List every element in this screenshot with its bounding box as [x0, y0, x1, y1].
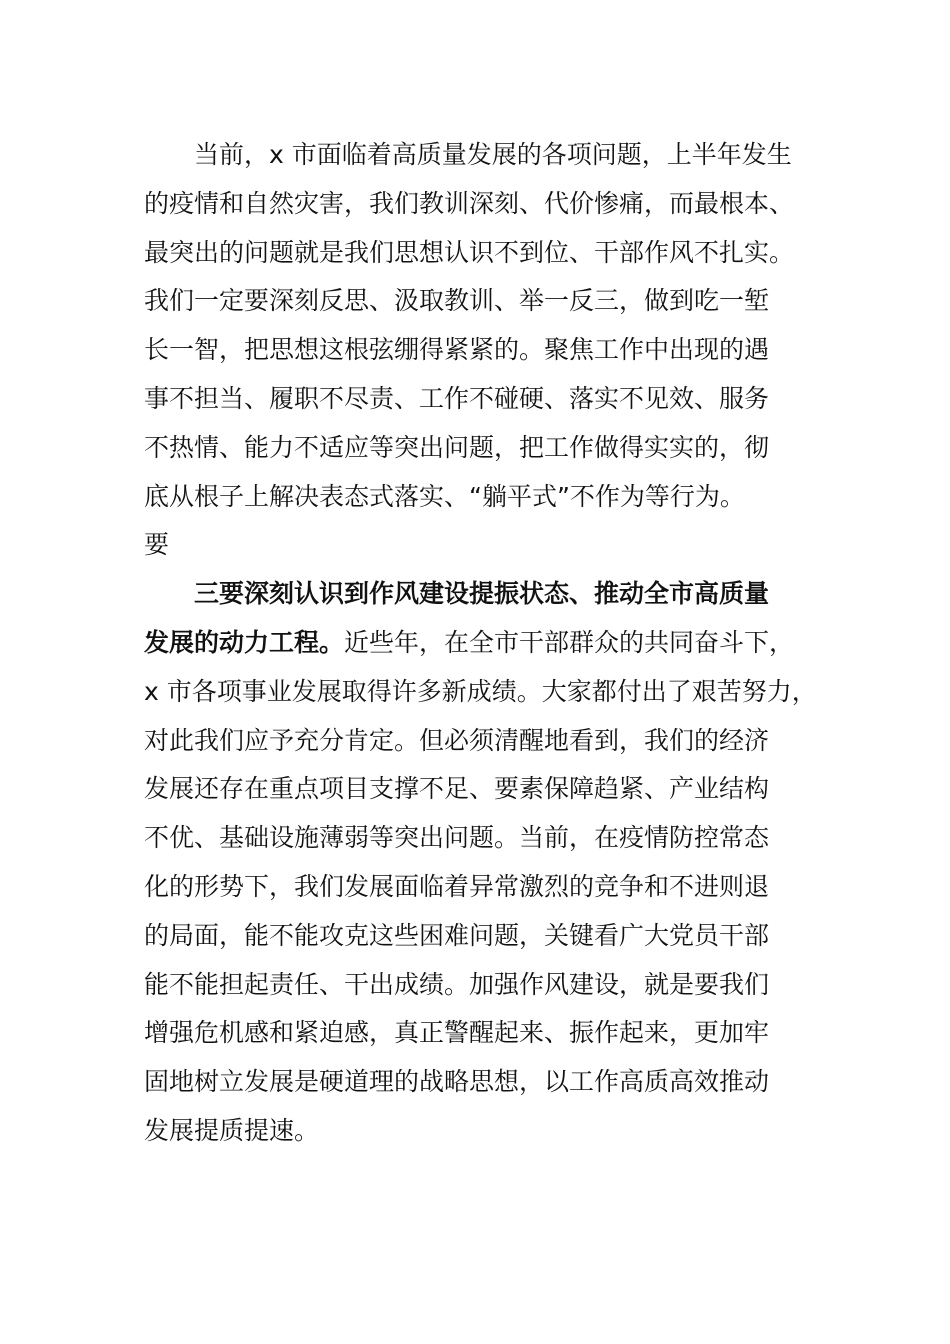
document-body [144, 131, 824, 1156]
paragraph-line: 底从根子上解决表态式落实、“躺平式”不作为等行为。 [144, 481, 745, 511]
paragraph-line: 的局面，能不能攻克这些困难问题，关键看广大党员干部 [144, 920, 770, 950]
paragraph-line: 事不担当、履职不尽责、工作不碰硬、落实不见效、服务 [144, 383, 770, 413]
paragraph-line: 能不能担起责任、干出成绩。加强作风建设，就是要我们 [144, 969, 770, 999]
paragraph-line: 不优、基础设施薄弱等突出问题。当前，在疫情防控常态 [144, 823, 770, 853]
paragraph-line: 长一智，把思想这根弦绷得紧紧的。聚焦工作中出现的遇 [144, 335, 770, 365]
paragraph-2 [144, 570, 824, 1156]
paragraph-line: 对此我们应予充分肯定。但必须清醒地看到，我们的经济 [144, 725, 770, 755]
paragraph-line: 不热情、能力不适应等突出问题，把工作做得实实的，彻 [144, 432, 770, 462]
paragraph-line: 的疫情和自然灾害，我们教训深刻、代价惨痛，而最根本、 [144, 188, 795, 218]
paragraph-line: 我们一定要深刻反思、汲取教训、举一反三，做到吃一堑 [144, 286, 770, 316]
paragraph-line: 最突出的问题就是我们思想认识不到位、干部作风不扎实。 [144, 237, 795, 267]
paragraph-line: 化的形势下，我们发展面临着异常激烈的竞争和不进则退 [144, 871, 770, 901]
paragraph-line: 增强危机感和紧迫感，真正警醒起来、振作起来，更加牢 [144, 1018, 770, 1048]
paragraph-text: 近些年，在全市干部群众的共同奋斗下， [344, 627, 795, 657]
paragraph-line: 当前，x 市面临着高质量发展的各项问题，上半年发生 [194, 140, 792, 169]
paragraph-line: 发展提质提速。 [144, 1115, 320, 1145]
paragraph-line: x 市各项事业发展取得许多新成绩。大家都付出了艰苦努力， [144, 676, 817, 706]
paragraph-line [144, 619, 824, 668]
paragraph-line: 要 [144, 530, 170, 560]
paragraph-heading: 三要深刻认识到作风建设提振状态、推动全市高质量 [194, 579, 770, 609]
paragraph-heading-end: 发展的动力工程。 [144, 627, 345, 657]
paragraph-1 [144, 131, 824, 570]
paragraph-line: 固地树立发展是硬道理的战略思想，以工作高质高效推动 [144, 1067, 770, 1097]
paragraph-line: 发展还存在重点项目支撑不足、要素保障趋紧、产业结构 [144, 774, 770, 804]
